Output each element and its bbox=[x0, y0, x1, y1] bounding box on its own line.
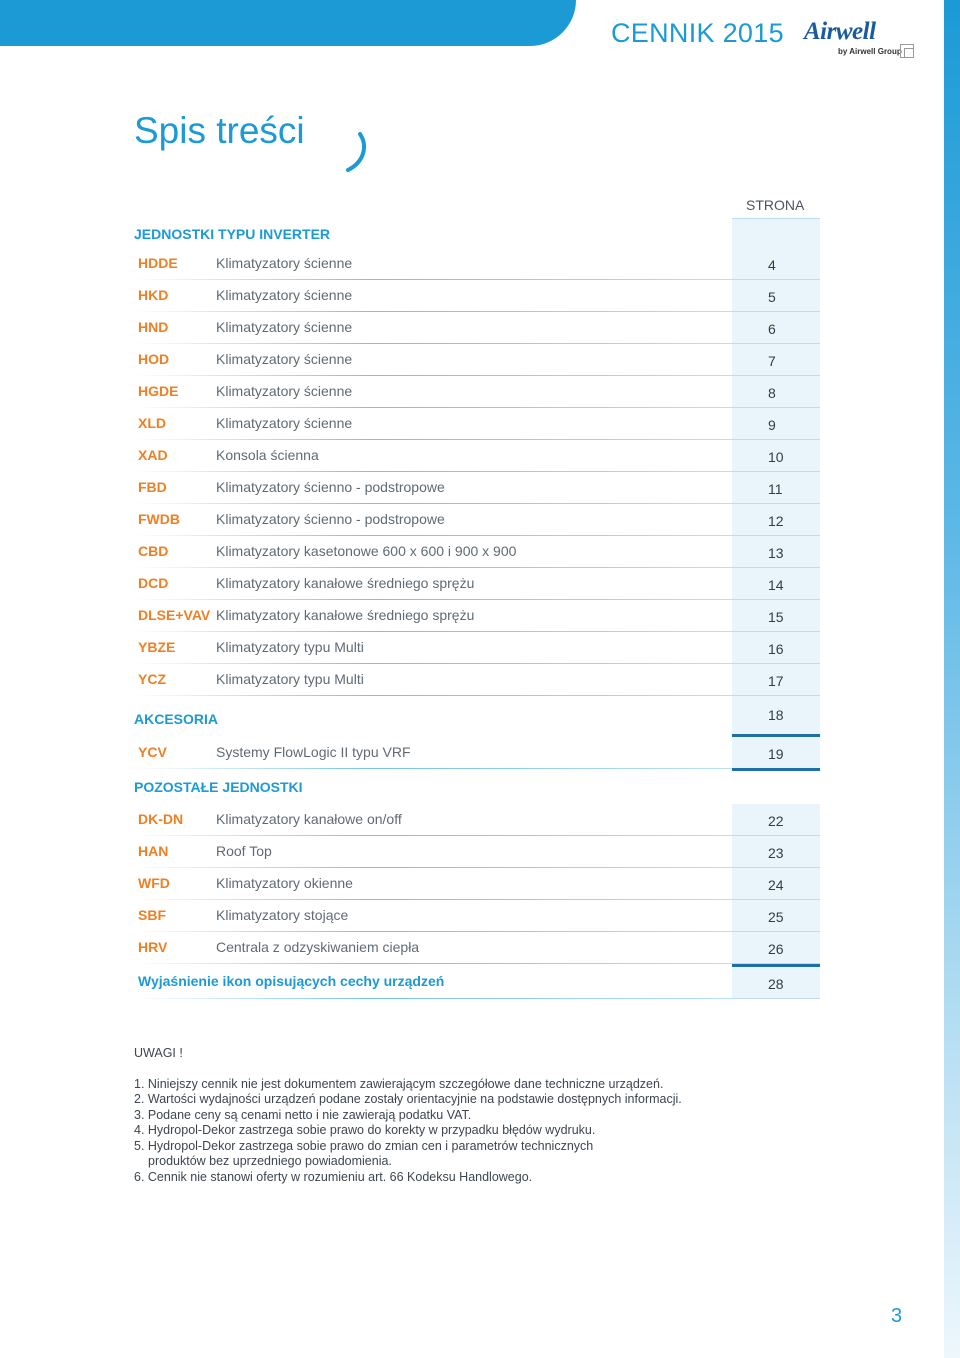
section-heading: AKCESORIA bbox=[134, 711, 219, 727]
page-cell bbox=[732, 504, 820, 536]
toc-row[interactable] bbox=[134, 804, 820, 836]
product-description: Klimatyzatory typu Multi bbox=[216, 671, 364, 687]
page-cell bbox=[732, 868, 820, 900]
toc-row[interactable] bbox=[134, 248, 820, 280]
page-cell bbox=[732, 737, 820, 769]
product-code: YBZE bbox=[138, 639, 176, 655]
note-item: 3. Podane ceny są cenami netto i nie zawierają podatku VAT. bbox=[134, 1107, 472, 1122]
product-description: Klimatyzatory kanałowe on/off bbox=[216, 811, 402, 827]
toc-row[interactable] bbox=[134, 836, 820, 868]
toc-row[interactable] bbox=[134, 600, 820, 632]
page-cell bbox=[732, 900, 820, 932]
toc-row[interactable] bbox=[134, 344, 820, 376]
toc-row[interactable] bbox=[134, 932, 820, 964]
row-divider bbox=[134, 768, 732, 769]
toc-row[interactable] bbox=[134, 504, 820, 536]
product-description: Roof Top bbox=[216, 843, 272, 859]
page-number-value: 17 bbox=[768, 673, 784, 689]
page-number-value: 12 bbox=[768, 513, 784, 529]
page-number-value: 25 bbox=[768, 909, 784, 925]
page-number-value: 16 bbox=[768, 641, 784, 657]
page-number-value: 18 bbox=[768, 707, 784, 723]
page-cell bbox=[732, 932, 820, 964]
toc-row[interactable] bbox=[134, 536, 820, 568]
toc-row[interactable] bbox=[134, 737, 820, 769]
product-code: SBF bbox=[138, 907, 166, 923]
page-number-value: 24 bbox=[768, 877, 784, 893]
product-code: YCV bbox=[138, 744, 167, 760]
page-cell bbox=[732, 344, 820, 376]
note-item: 4. Hydropol-Dekor zastrzega sobie prawo do korekty w przypadku błędów wydruku. bbox=[134, 1123, 596, 1137]
page-number-value: 5 bbox=[768, 289, 776, 305]
page-cell bbox=[732, 836, 820, 868]
product-description: Klimatyzatory stojące bbox=[216, 907, 349, 923]
toc-row[interactable] bbox=[134, 312, 820, 344]
page-number-value: 4 bbox=[768, 257, 776, 273]
page-cell bbox=[732, 568, 820, 600]
product-code: DLSE+VAV bbox=[138, 607, 211, 623]
page-column-header: STRONA bbox=[746, 197, 805, 213]
product-description: Systemy FlowLogic II typu VRF bbox=[216, 744, 411, 760]
page-number-value: 13 bbox=[768, 545, 784, 561]
page-cell bbox=[732, 967, 820, 999]
product-description: Klimatyzatory ścienne bbox=[216, 287, 353, 303]
page-cell bbox=[732, 600, 820, 632]
document-title: CENNIK 2015 bbox=[611, 18, 784, 48]
product-code: HDDE bbox=[138, 255, 178, 271]
page-number-value: 15 bbox=[768, 609, 784, 625]
page-cell bbox=[732, 312, 820, 344]
toc-row[interactable] bbox=[134, 664, 820, 696]
page-number-value: 14 bbox=[768, 577, 784, 593]
note-item: 1. Niniejszy cennik nie jest dokumentem zawierającym szczegółowe dane techniczne urządzeń. bbox=[134, 1076, 664, 1091]
product-description: Klimatyzatory ścienne bbox=[216, 319, 353, 335]
note-item: 5. Hydropol-Dekor zastrzega sobie prawo do zmian cen i parametrów technicznych bbox=[134, 1138, 594, 1153]
product-code: HGDE bbox=[138, 383, 179, 399]
page-number-value: 9 bbox=[768, 417, 776, 433]
page-cell bbox=[732, 408, 820, 440]
row-divider bbox=[134, 998, 732, 999]
notes-heading: UWAGI ! bbox=[134, 1046, 183, 1060]
row-divider bbox=[134, 695, 732, 696]
product-description: Konsola ścienna bbox=[216, 447, 319, 463]
page-number-value: 11 bbox=[768, 481, 783, 497]
product-description: Klimatyzatory ścienno - podstropowe bbox=[216, 511, 445, 527]
page-number-value: 22 bbox=[768, 813, 784, 829]
toc-row[interactable] bbox=[134, 408, 820, 440]
notes-block bbox=[134, 1046, 682, 1185]
toc-row[interactable] bbox=[134, 868, 820, 900]
toc-row[interactable] bbox=[134, 280, 820, 312]
toc-row[interactable] bbox=[134, 632, 820, 664]
header-banner bbox=[0, 0, 576, 46]
page-column-gap bbox=[732, 771, 820, 804]
product-code: HND bbox=[138, 319, 169, 335]
product-code: WFD bbox=[138, 875, 170, 891]
page-cell bbox=[732, 664, 820, 696]
product-code: XAD bbox=[138, 447, 168, 463]
page-cell bbox=[732, 804, 820, 836]
toc-row[interactable] bbox=[134, 472, 820, 504]
icons-explanation-label: Wyjaśnienie ikon opisujących cechy urządzeń bbox=[138, 973, 445, 989]
product-code: HKD bbox=[138, 287, 169, 303]
product-description: Klimatyzatory ścienne bbox=[216, 255, 353, 271]
page-number-value: 6 bbox=[768, 321, 776, 337]
page-number-value: 10 bbox=[768, 449, 784, 465]
page-cell bbox=[732, 376, 820, 408]
logo-subtext: by Airwell Group bbox=[838, 47, 902, 56]
product-description: Klimatyzatory kasetonowe 600 x 600 i 900 x 900 bbox=[216, 543, 517, 559]
product-code: YCZ bbox=[138, 671, 166, 687]
product-description: Klimatyzatory ścienne bbox=[216, 351, 353, 367]
product-description: Klimatyzatory okienne bbox=[216, 875, 353, 891]
toc-row[interactable] bbox=[134, 568, 820, 600]
page-cell bbox=[732, 440, 820, 472]
page-number-value: 26 bbox=[768, 941, 784, 957]
page-number-value: 23 bbox=[768, 845, 784, 861]
airwell-logo bbox=[804, 18, 916, 60]
page-number-value: 8 bbox=[768, 385, 776, 401]
toc-row[interactable] bbox=[134, 376, 820, 408]
page-cell-divider bbox=[732, 998, 820, 999]
page-cell bbox=[732, 280, 820, 312]
product-description: Klimatyzatory typu Multi bbox=[216, 639, 364, 655]
row-divider bbox=[134, 963, 732, 964]
page-cell bbox=[732, 472, 820, 504]
toc-row[interactable] bbox=[134, 967, 820, 999]
product-code: HRV bbox=[138, 939, 168, 955]
product-code: FWDB bbox=[138, 511, 180, 527]
section-heading: JEDNOSTKI TYPU INVERTER bbox=[134, 226, 331, 242]
product-code: DCD bbox=[138, 575, 169, 591]
page-cell bbox=[732, 536, 820, 568]
section-heading: POZOSTAŁE JEDNOSTKI bbox=[134, 779, 303, 795]
logo-text: Airwell bbox=[804, 18, 876, 45]
product-description: Klimatyzatory ścienne bbox=[216, 383, 353, 399]
toc-row[interactable] bbox=[134, 900, 820, 932]
page-number: 3 bbox=[891, 1305, 903, 1327]
page-cell bbox=[732, 248, 820, 280]
swoosh-icon bbox=[340, 128, 370, 174]
page-title: Spis treści bbox=[134, 110, 305, 151]
page-number-value: 28 bbox=[768, 976, 784, 992]
product-code: HAN bbox=[138, 843, 169, 859]
group-squares-icon-inner bbox=[904, 48, 914, 58]
page-number-value: 19 bbox=[768, 746, 784, 762]
product-description: Klimatyzatory kanałowe średniego sprężu bbox=[216, 575, 475, 591]
page-cell bbox=[732, 696, 820, 734]
page-number-value: 7 bbox=[768, 353, 776, 369]
product-description: Centrala z odzyskiwaniem ciepła bbox=[216, 939, 420, 955]
product-code: XLD bbox=[138, 415, 166, 431]
note-item: 2. Wartości wydajności urządzeń podane zostały orientacyjnie na podstawie dostępnych informacji. bbox=[134, 1092, 682, 1106]
product-code: CBD bbox=[138, 543, 169, 559]
page-cell bbox=[732, 632, 820, 664]
toc-row[interactable] bbox=[134, 440, 820, 472]
product-code: HOD bbox=[138, 351, 170, 367]
product-code: FBD bbox=[138, 479, 167, 495]
product-description: Klimatyzatory kanałowe średniego sprężu bbox=[216, 607, 475, 623]
product-description: Klimatyzatory ścienne bbox=[216, 415, 353, 431]
page-column-top bbox=[732, 218, 820, 249]
product-description: Klimatyzatory ścienno - podstropowe bbox=[216, 479, 445, 495]
note-item: 6. Cennik nie stanowi oferty w rozumieniu art. 66 Kodeksu Handlowego. bbox=[134, 1169, 533, 1184]
side-gradient-strip bbox=[944, 0, 960, 1358]
product-code: DK-DN bbox=[138, 811, 184, 827]
note-item-continuation: produktów bez uprzedniego powiadomienia. bbox=[148, 1154, 392, 1168]
